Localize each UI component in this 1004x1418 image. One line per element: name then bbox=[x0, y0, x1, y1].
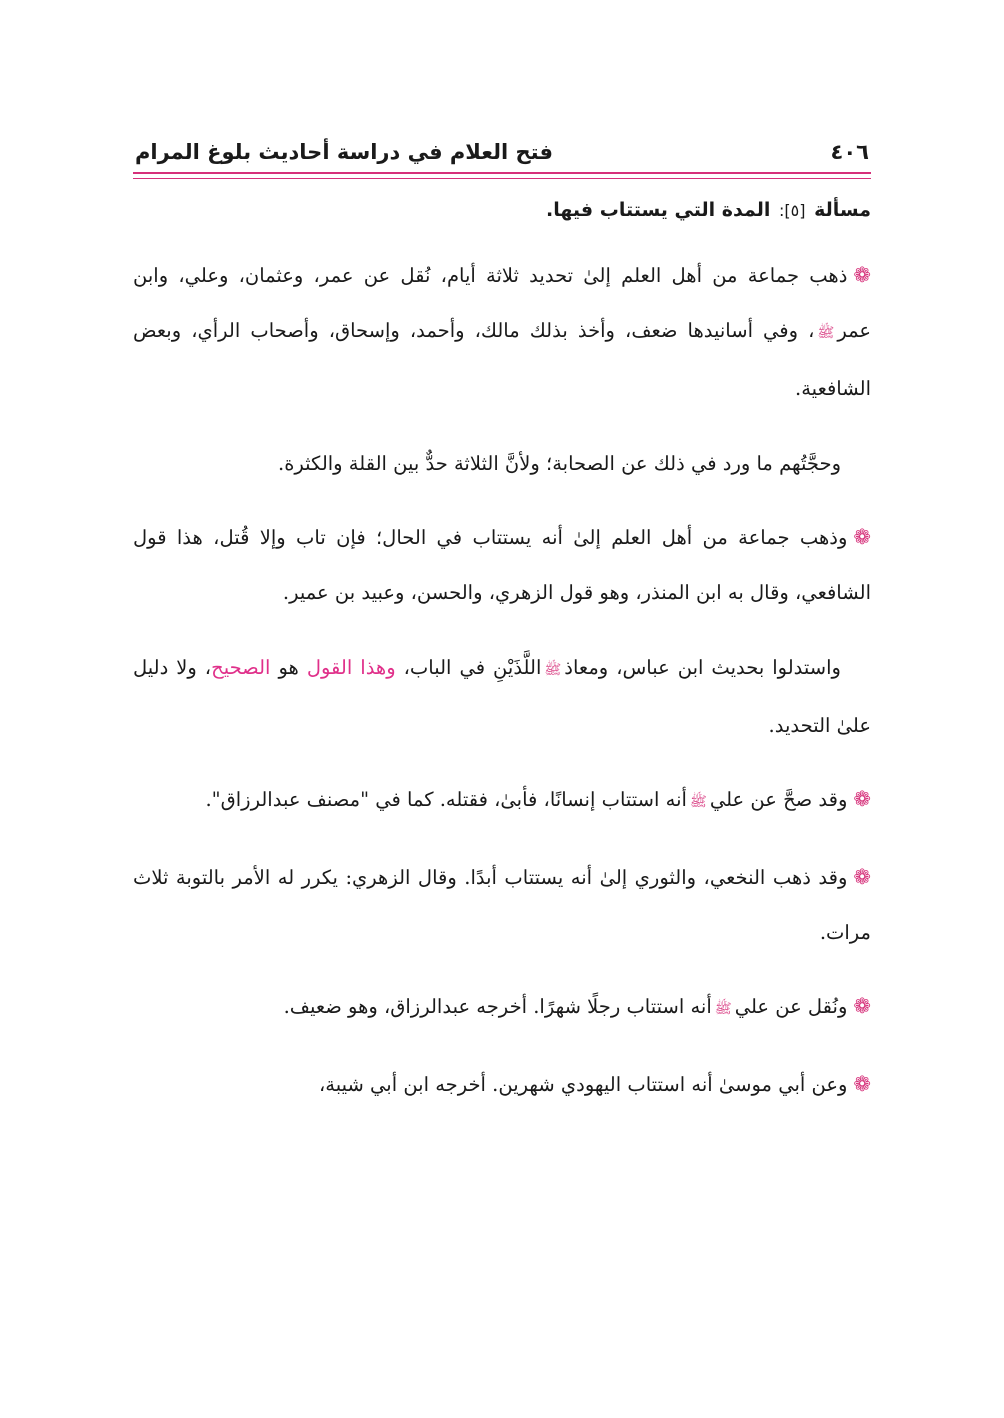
flower-icon: ❁ bbox=[853, 1071, 871, 1096]
flower-icon: ❁ bbox=[853, 787, 871, 811]
paragraph-8 bbox=[133, 1057, 871, 1112]
paragraph-7 bbox=[133, 979, 871, 1037]
paragraph-1 bbox=[133, 248, 871, 416]
honorific-icon: ﷺ bbox=[714, 1001, 732, 1017]
paragraph-3 bbox=[133, 510, 871, 620]
flower-icon: ❁ bbox=[853, 525, 871, 549]
paragraph-5-text-a: وقد صحَّ عن علي bbox=[709, 788, 848, 811]
section-ref: [٥]: bbox=[779, 201, 806, 220]
header-rule bbox=[133, 172, 871, 174]
paragraph-7-text-a: ونُقل عن علي bbox=[734, 995, 848, 1018]
paragraph-8-text: وعن أبي موسىٰ أنه استتاب اليهودي شهرين. أخرجه ابن أبي شيبة، bbox=[318, 1072, 848, 1096]
honorific-icon: ﷺ bbox=[817, 325, 835, 341]
paragraph-6 bbox=[133, 850, 871, 960]
paragraph-5-text-b: أنه استتاب إنسانًا، فأبىٰ، فقتله. كما في "مصنف عبدالرزاق". bbox=[205, 788, 687, 811]
highlight-text: وهذا القول bbox=[306, 655, 396, 679]
paragraph-4-text-b: اللَّذَيْنِ في الباب، bbox=[403, 655, 542, 679]
header-rule-thin bbox=[133, 178, 871, 179]
flower-icon: ❁ bbox=[853, 994, 871, 1018]
paragraph-1-text-a: ذهب جماعة من أهل العلم إلىٰ تحديد ثلاثة أيام، نُقل عن عمر، وعثمان، وعلي، وابن عمر bbox=[133, 264, 871, 342]
page-header bbox=[133, 120, 871, 164]
paragraph-4-text-a: واستدلوا بحديث ابن عباس، ومعاذ bbox=[564, 655, 841, 679]
flower-icon: ❁ bbox=[853, 864, 871, 889]
document-page bbox=[133, 120, 871, 1131]
section-label: مسألة bbox=[814, 199, 871, 221]
paragraph-4-text-d: ، ولا دليل علىٰ التحديد. bbox=[133, 655, 871, 737]
paragraph-7-text-b: أنه استتاب رجلًا شهرًا. أخرجه عبدالرزاق، وهو ضعيف. bbox=[283, 995, 712, 1018]
paragraph-5 bbox=[133, 772, 871, 830]
paragraph-4-text-c: هو bbox=[278, 655, 299, 679]
paragraph-2-text: وحجَّتُهم ما ورد في ذلك عن الصحابة؛ ولأنَّ الثلاثة حدٌّ بين القلة والكثرة. bbox=[278, 451, 841, 475]
paragraph-4 bbox=[133, 640, 871, 753]
honorific-icon: ﷺ bbox=[689, 794, 707, 810]
book-title: فتح العلام في دراسة أحاديث بلوغ المرام bbox=[135, 140, 553, 164]
paragraph-6-text: وقد ذهب النخعي، والثوري إلىٰ أنه يستتاب أبدًا. وقال الزهري: يكرر له الأمر بالتوبة ثلاث مرات. bbox=[133, 865, 871, 944]
paragraph-1-text-b: ، وفي أسانيدها ضعف، وأخذ بذلك مالك، وأحمد، وإسحاق، وأصحاب الرأي، وبعض الشافعية. bbox=[133, 319, 871, 400]
highlight-text: الصحيح bbox=[211, 655, 271, 679]
paragraph-2 bbox=[133, 436, 871, 491]
honorific-icon: ﷺ bbox=[544, 661, 562, 678]
flower-icon: ❁ bbox=[853, 263, 871, 287]
section-title: المدة التي يستتاب فيها. bbox=[546, 199, 771, 221]
section-heading bbox=[133, 195, 871, 226]
paragraph-3-text: وذهب جماعة من أهل العلم إلىٰ أنه يستتاب في الحال؛ فإن تاب وإلا قُتل، هذا قول الشافعي، وقال به ابن المنذر، وهو قول الزهري، والحسن، وعبيد بن عمير. bbox=[133, 526, 871, 604]
page-number: ٤٠٦ bbox=[830, 140, 869, 164]
